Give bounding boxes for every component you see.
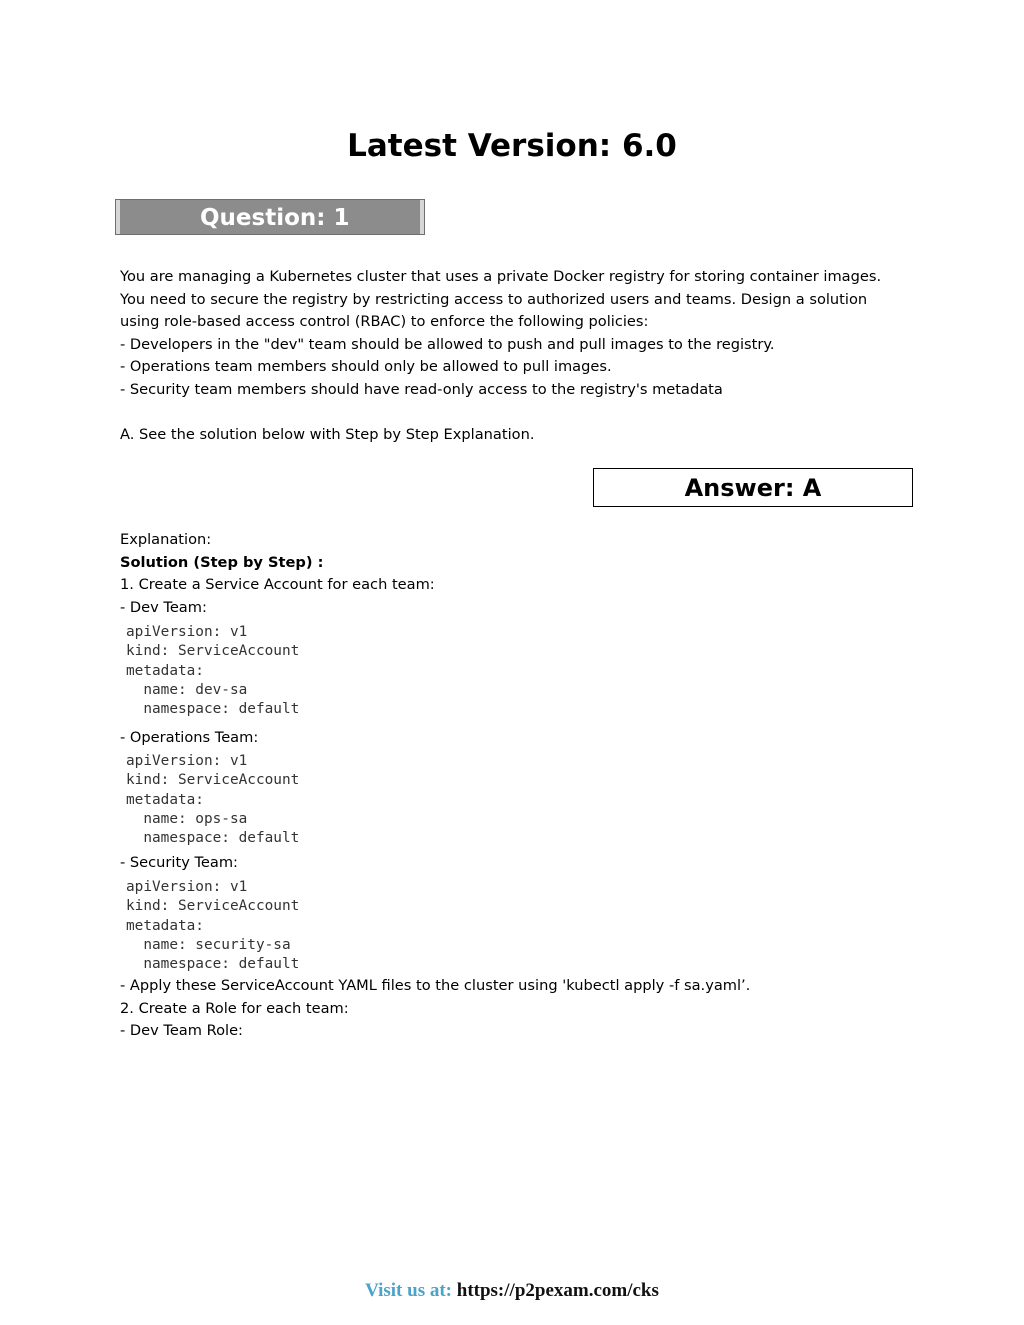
code-line: apiVersion: v1 [126,624,248,640]
question-line: using role-based access control (RBAC) to enforce the following policies: [120,313,649,330]
code-line: metadata: [126,917,204,934]
question-text [120,266,920,401]
question-header [115,199,425,235]
explanation-section [120,529,920,619]
security-sa-code-block [126,878,299,974]
code-line: apiVersion: v1 [126,753,248,769]
code-line: name: security-sa [126,936,291,953]
code-line: namespace: default [126,701,300,718]
dev-team-label: - Dev Team: [120,598,207,616]
code-line: metadata: [126,791,204,808]
code-line: metadata: [126,662,204,679]
code-line: kind: ServiceAccount [126,898,300,915]
dev-role-label: - Dev Team Role: [120,1022,243,1039]
sec-team-label: - Security Team: [120,854,238,871]
answer-label: Answer: A [684,474,822,502]
footer-link[interactable]: https://p2pexam.com/cks [456,1280,659,1301]
dev-sa-code-block [126,623,299,719]
code-line: name: dev-sa [126,681,248,698]
answer-box [593,468,913,507]
code-line: kind: ServiceAccount [126,772,300,789]
code-line: namespace: default [126,956,300,973]
step-1-text: 1. Create a Service Account for each team: [120,576,435,593]
explanation-continued [120,975,920,1043]
question-line: You need to secure the registry by restricting access to authorized users and teams. Design a solution [120,290,868,308]
apply-note: - Apply these ServiceAccount YAML files to the cluster using 'kubectl apply -f sa.yaml’. [120,977,751,994]
page-title: Latest Version: 6.0 [347,128,677,164]
ops-sa-code-block [126,752,299,848]
question-line: You are managing a Kubernetes cluster that uses a private Docker registry for storing container images. [120,268,882,285]
footer-label: Visit us at: [365,1280,452,1301]
explanation-label: Explanation: [120,531,212,548]
code-line: namespace: default [126,830,300,847]
answer-option-a: A. See the solution below with Step by Step Explanation. [120,426,535,443]
code-line: name: ops-sa [126,810,248,827]
question-label: Question: 1 [200,205,350,231]
question-line: - Operations team members should only be allowed to pull images. [120,358,612,375]
code-line: apiVersion: v1 [126,879,248,895]
ops-team-label: - Operations Team: [120,729,259,746]
question-line: - Developers in the "dev" team should be allowed to push and pull images to the registry. [120,335,775,353]
step-2-text: 2. Create a Role for each team: [120,999,349,1017]
question-line: - Security team members should have read-only access to the registry's metadata [120,380,723,398]
solution-heading: Solution (Step by Step) : [120,553,324,571]
footer [0,1280,1024,1302]
code-line: kind: ServiceAccount [126,643,300,660]
